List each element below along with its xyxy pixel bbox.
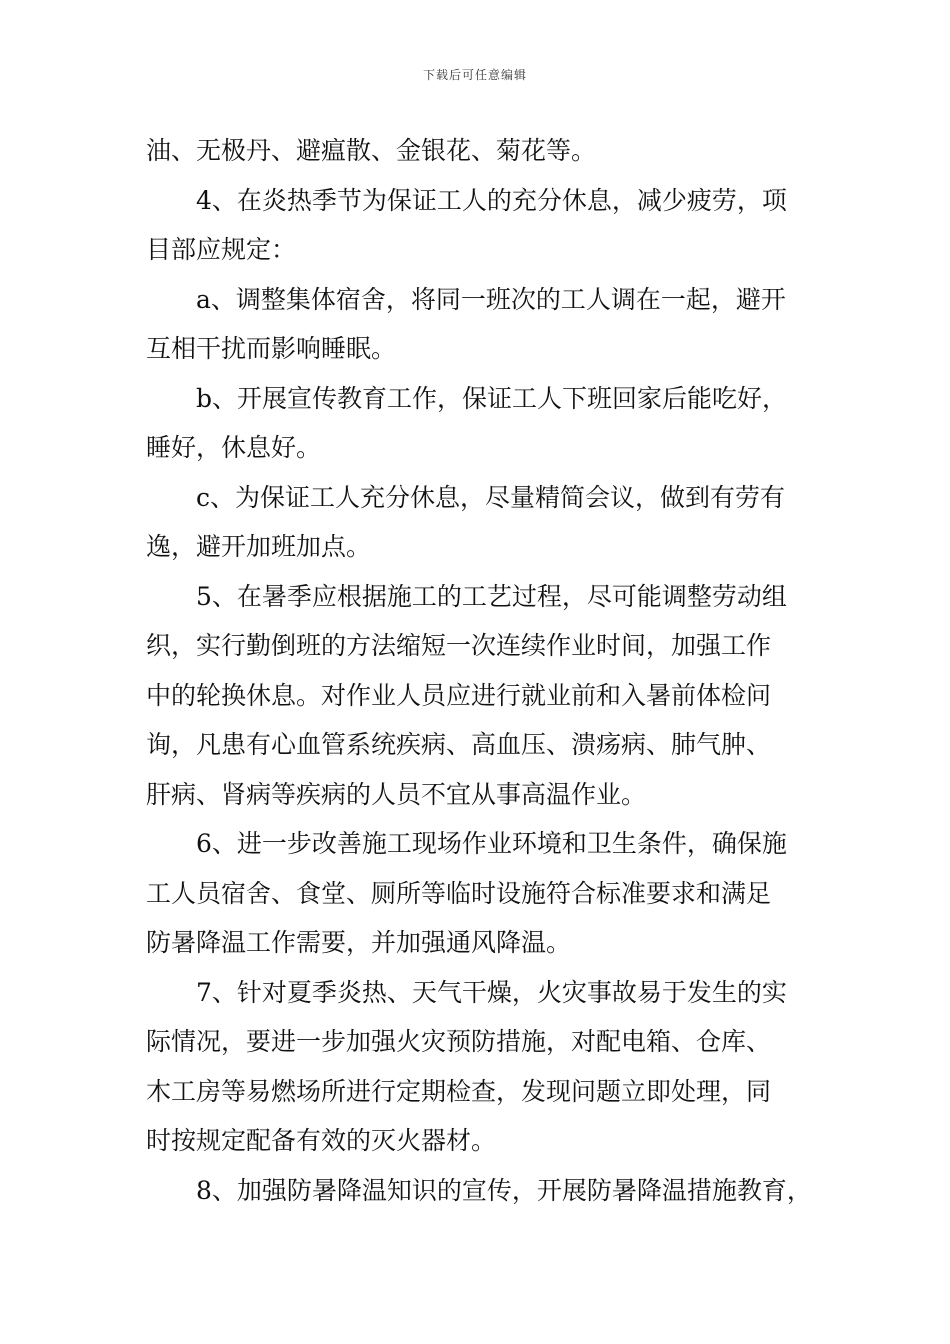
text-line: 5、在暑季应根据施工的工艺过程，尽可能调整劳动组 — [196, 581, 787, 611]
text-line: a、调整集体宿舍，将同一班次的工人调在一起，避开 — [196, 284, 786, 314]
text-line: 木工房等易燃场所进行定期检查，发现问题立即处理，同 — [146, 1076, 772, 1106]
text-line: 油、无极丹、避瘟散、金银花、菊花等。 — [146, 136, 597, 165]
text-line: 目部应规定： — [146, 235, 297, 264]
text-line: 8、加强防暑降温知识的宣传，开展防暑降温措施教育， — [196, 1175, 812, 1205]
text-line: 织，实行勤倒班的方法缩短一次连续作业时间，加强工作 — [146, 631, 772, 660]
page-header: 下载后可任意编辑 — [422, 68, 527, 82]
text-line: 工人员宿舍、食堂、厕所等临时设施符合标准要求和满足 — [146, 878, 772, 908]
text-line: 睡好，休息好。 — [146, 433, 322, 462]
document-body — [146, 126, 810, 1215]
text-line: 逸，避开加班加点。 — [146, 532, 372, 561]
text-line: 7、针对夏季炎热、天气干燥，火灾事故易于发生的实 — [196, 977, 787, 1007]
text-line: 时按规定配备有效的灭火器材。 — [146, 1126, 497, 1155]
text-line: 中的轮换休息。对作业人员应进行就业前和入暑前体检问 — [146, 680, 772, 710]
text-line: 询，凡患有心血管系统疾病、高血压、溃疡病、肺气肿、 — [146, 730, 772, 759]
text-line: 肝病、肾病等疾病的人员不宜从事高温作业。 — [146, 779, 647, 809]
text-line: 6、进一步改善施工现场作业环境和卫生条件，确保施 — [196, 829, 787, 858]
text-line: 防暑降温工作需要，并加强通风降温。 — [146, 928, 572, 957]
text-line: 4、在炎热季节为保证工人的充分休息，减少疲劳，项 — [196, 185, 787, 215]
text-line: 互相干扰而影响睡眠。 — [146, 334, 397, 363]
text-line: b、开展宣传教育工作，保证工人下班回家后能吃好， — [196, 383, 788, 413]
text-line: c、为保证工人充分休息，尽量精简会议，做到有劳有 — [196, 482, 786, 512]
text-line: 际情况，要进一步加强火灾预防措施，对配电箱、仓库、 — [146, 1027, 772, 1056]
